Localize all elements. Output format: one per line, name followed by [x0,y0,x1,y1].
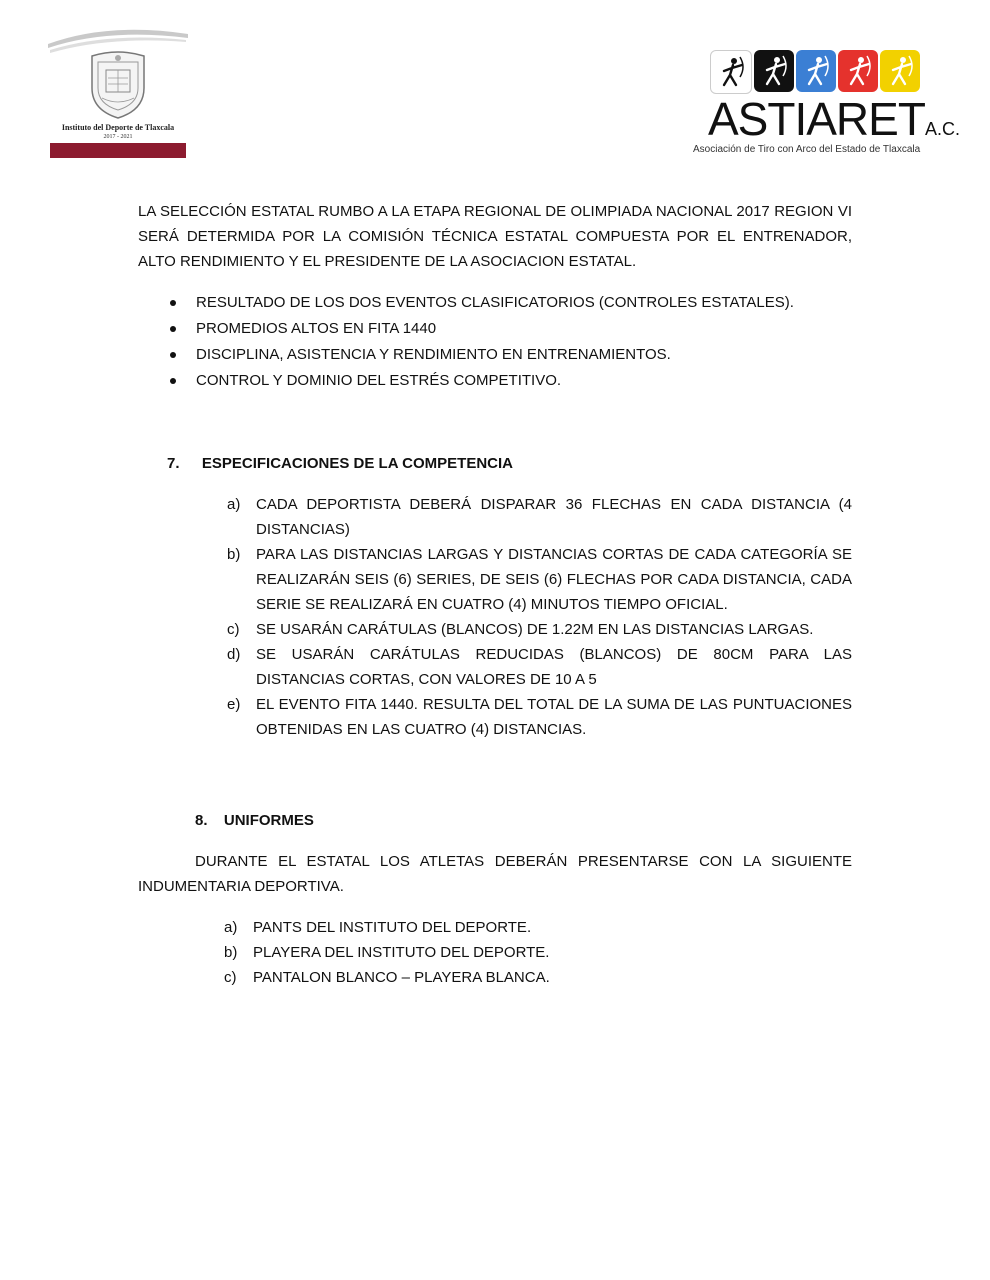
institute-years: 2017 - 2021 [103,134,133,140]
list-item [138,342,852,368]
section-8-heading [195,808,314,833]
list-item [224,940,852,965]
archer-icon [796,50,836,92]
coat-of-arms-icon [88,48,148,120]
bullet-icon [170,300,176,306]
archer-tiles [710,50,920,94]
list-item [138,368,852,394]
institute-color-bar [50,143,186,158]
brand-name [708,93,960,145]
item-text: PLAYERA DEL INSTITUTO DEL DEPORTE. [253,944,550,961]
item-marker: d) [227,646,241,663]
bullet-icon [170,378,176,384]
item-text: SE USARÁN CARÁTULAS REDUCIDAS (BLANCOS) DE 80CM PARA LAS DISTANCIAS CORTAS, CON VALORES DE 10 A 5 [256,646,852,688]
list-item [227,692,852,742]
item-marker: a) [227,496,241,513]
item-marker: a) [224,919,238,936]
criteria-list [138,290,852,394]
archer-icon [754,50,794,92]
archer-icon [710,50,752,94]
section-number: 7. [167,455,180,472]
astiaret-logo [690,50,960,160]
institute-name: Instituto del Deporte de Tlaxcala [61,123,175,132]
item-marker: b) [227,546,241,563]
section-number: 8. [195,812,208,829]
competition-specs-list [227,492,852,742]
uniform-list [224,915,852,990]
bullet-icon [170,352,176,358]
brand-title: ASTIARET [708,93,925,145]
item-marker: e) [227,696,241,713]
list-item [224,915,852,940]
item-text: PANTS DEL INSTITUTO DEL DEPORTE. [253,919,532,936]
item-text: SE USARÁN CARÁTULAS (BLANCOS) DE 1.22M EN LAS DISTANCIAS LARGAS. [256,621,814,638]
item-marker: b) [224,944,238,961]
archer-icon [880,50,920,92]
list-item [138,290,852,316]
bullet-text: CONTROL Y DOMINIO DEL ESTRÉS COMPETITIVO. [196,372,562,389]
institute-logo [48,26,188,160]
item-text: PANTALON BLANCO – PLAYERA BLANCA. [253,969,550,986]
section-title: UNIFORMES [223,812,314,829]
list-item [227,617,852,642]
list-item [224,965,852,990]
archer-icon [838,50,878,92]
list-item [227,492,852,542]
brand-suffix: A.C. [924,119,960,139]
uniform-paragraph: DURANTE EL ESTATAL LOS ATLETAS DEBERÁN PRESENTARSE CON LA SIGUIENTE INDUMENTARIA DEPORTIVA. [138,853,852,895]
list-item [227,542,852,617]
bullet-icon [170,326,176,332]
brand-subtitle: Asociación de Tiro con Arco del Estado de Tlaxcala [693,144,921,155]
section-7-heading [167,451,513,476]
intro-paragraph: LA SELECCIÓN ESTATAL RUMBO A LA ETAPA REGIONAL DE OLIMPIADA NACIONAL 2017 REGION VI SERÁ DETERMIDA POR LA COMISIÓN TÉCNICA ESTATAL COMPUESTA POR EL ENTRENADOR, ALTO RENDIMIENTO Y EL PRESIDENTE DE LA ASOCIACION ESTATAL. [138,203,852,270]
list-item [138,316,852,342]
item-text: PARA LAS DISTANCIAS LARGAS Y DISTANCIAS CORTAS DE CADA CATEGORÍA SE REALIZARÁN SEIS (6) SERIES, DE SEIS (6) FLECHAS POR CADA DISTANCIA, CADA SERIE SE REALIZARÁ EN CUATRO (4) MINUTOS TIEMPO OFICIAL. [256,546,852,613]
item-marker: c) [224,969,237,986]
bullet-text: RESULTADO DE LOS DOS EVENTOS CLASIFICATORIOS (CONTROLES ESTATALES). [196,294,794,311]
item-text: EL EVENTO FITA 1440. RESULTA DEL TOTAL DE LA SUMA DE LAS PUNTUACIONES OBTENIDAS EN LAS CUATRO (4) DISTANCIAS. [256,696,852,738]
bullet-text: DISCIPLINA, ASISTENCIA Y RENDIMIENTO EN ENTRENAMIENTOS. [196,346,671,363]
item-text: CADA DEPORTISTA DEBERÁ DISPARAR 36 FLECHAS EN CADA DISTANCIA (4 DISTANCIAS) [256,496,852,538]
bullet-text: PROMEDIOS ALTOS EN FITA 1440 [196,320,437,337]
list-item [227,642,852,692]
item-marker: c) [227,621,240,638]
section-title: ESPECIFICACIONES DE LA COMPETENCIA [201,455,513,472]
